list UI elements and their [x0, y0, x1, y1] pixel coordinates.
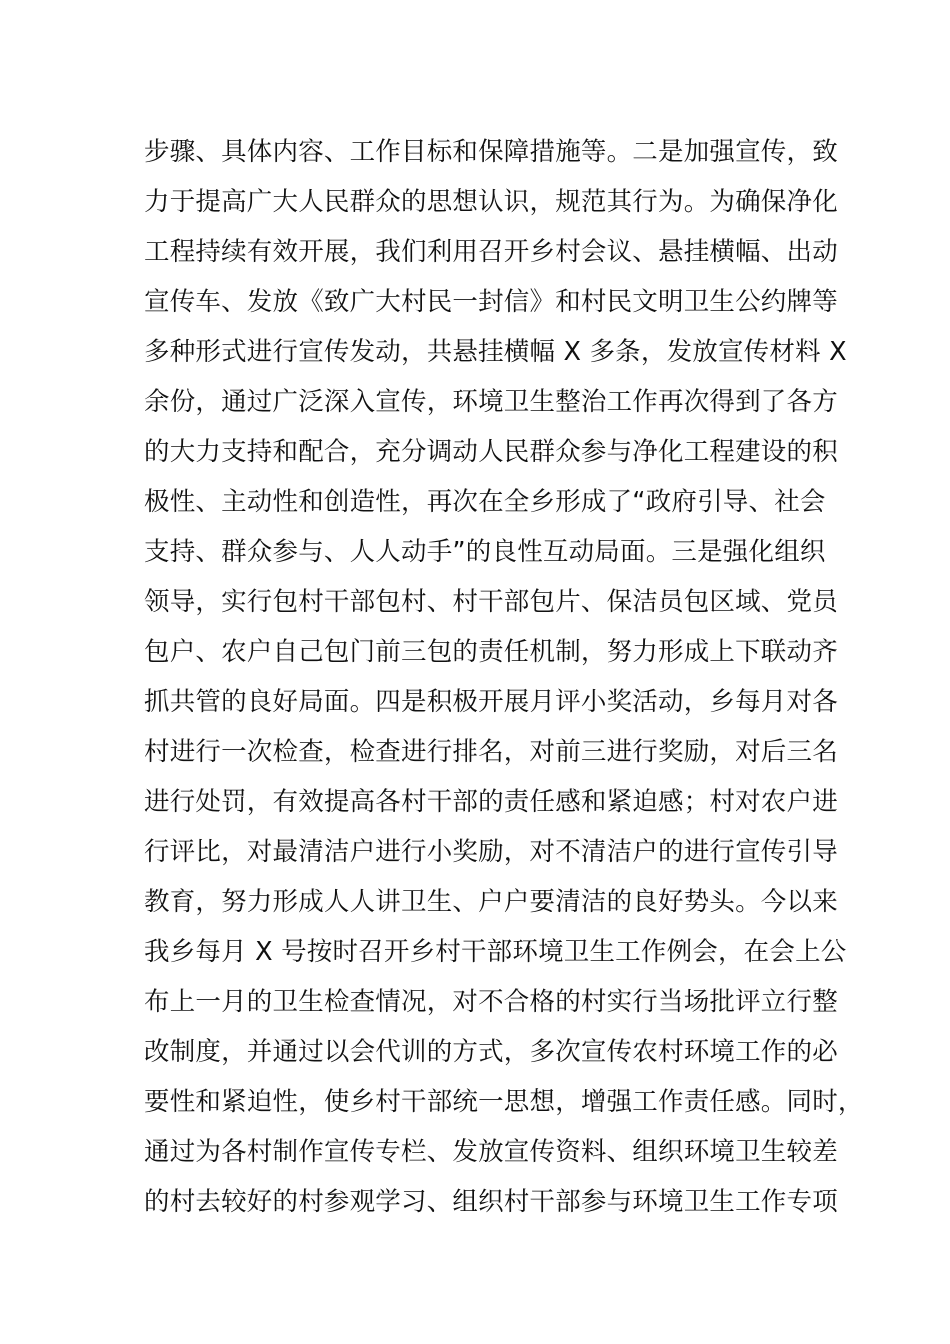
text-line: 宣传车、发放《致广大村民一封信》和村民文明卫生公约牌等: [144, 287, 838, 317]
text-line: 支持、群众参与、人人动手”的良性互动局面。三是强化组织: [144, 537, 826, 567]
text-line: 要性和紧迫性，使乡村干部统一思想，增强工作责任感。同时，: [144, 1087, 864, 1117]
text-line: 余份，通过广泛深入宣传，环境卫生整治工作再次得到了各方: [144, 387, 838, 417]
text-line: 工程持续有效开展，我们利用召开乡村会议、悬挂横幅、出动: [144, 237, 838, 267]
text-line: 改制度，并通过以会代训的方式，多次宣传农村环境工作的必: [144, 1037, 838, 1067]
text-line: 布上一月的卫生检查情况，对不合格的村实行当场批评立行整: [144, 987, 838, 1017]
text-line: 的村去较好的村参观学习、组织村干部参与环境卫生工作专项: [144, 1187, 838, 1217]
text-line: 多种形式进行宣传发动，共悬挂横幅 X 多条，发放宣传材料 X: [144, 337, 847, 367]
body-text: [144, 127, 864, 1227]
text-line: 进行处罚，有效提高各村干部的责任感和紧迫感；村对农户进: [144, 787, 838, 817]
text-line: 我乡每月 X 号按时召开乡村干部环境卫生工作例会，在会上公: [144, 937, 847, 967]
text-line: 村进行一次检查，检查进行排名，对前三进行奖励，对后三名: [144, 737, 838, 767]
text-line: 通过为各村制作宣传专栏、发放宣传资料、组织环境卫生较差: [144, 1137, 838, 1167]
text-line: 的大力支持和配合，充分调动人民群众参与净化工程建设的积: [144, 437, 838, 467]
text-line: 力于提高广大人民群众的思想认识，规范其行为。为确保净化: [144, 187, 838, 217]
text-line: 行评比，对最清洁户进行小奖励，对不清洁户的进行宣传引导: [144, 837, 838, 867]
text-line: 包户、农户自己包门前三包的责任机制，努力形成上下联动齐: [144, 637, 838, 667]
text-line: 极性、主动性和创造性，再次在全乡形成了“政府引导、社会: [144, 487, 826, 517]
text-line: 教育，努力形成人人讲卫生、户户要清洁的良好势头。今以来: [144, 887, 838, 917]
text-line: 步骤、具体内容、工作目标和保障措施等。二是加强宣传，致: [144, 137, 838, 167]
text-line: 领导，实行包村干部包村、村干部包片、保洁员包区域、党员: [144, 587, 838, 617]
text-line: 抓共管的良好局面。四是积极开展月评小奖活动，乡每月对各: [144, 687, 838, 717]
